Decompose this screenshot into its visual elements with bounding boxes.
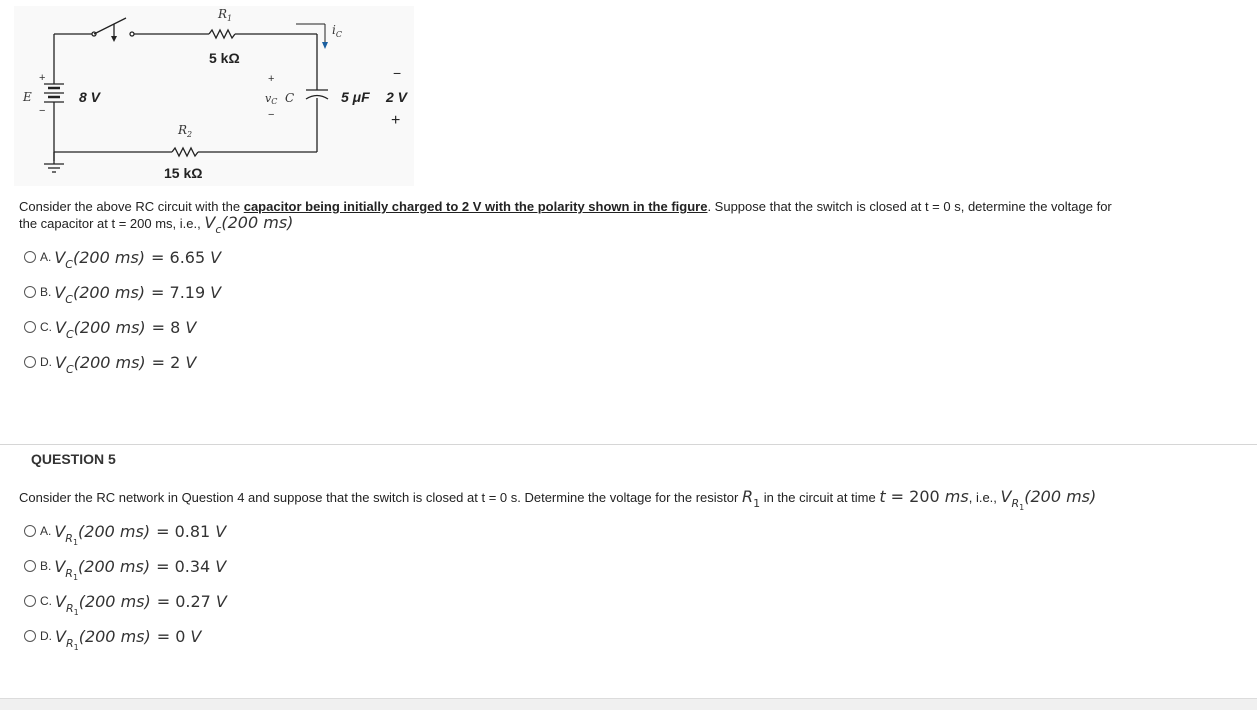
vc-plus-sign: + xyxy=(268,73,275,85)
q5-option-c[interactable] xyxy=(24,590,227,617)
option-expression: $V_{R_1}(200$ ms) xyxy=(55,626,151,652)
q4-option-b[interactable] xyxy=(24,281,222,306)
option-letter: A. xyxy=(40,524,52,538)
option-expression: $V_{R_1}(200$ ms) xyxy=(54,521,151,547)
option-letter: B. xyxy=(40,285,52,299)
option-value: = 7.19 xyxy=(151,282,206,302)
option-letter: C. xyxy=(40,320,52,334)
source-label: E xyxy=(23,90,32,104)
question-5-text-part: in the circuit at time xyxy=(760,490,880,505)
option-value: = 2 xyxy=(151,352,181,372)
q5-option-b[interactable] xyxy=(24,555,227,582)
option-expression: $V_C(200$ ms) xyxy=(54,282,146,306)
option-unit: V xyxy=(210,282,222,302)
question-4-text-part: . Suppose that the switch is closed at t = 0 s, determine the voltage for xyxy=(707,199,1112,214)
source-plus-sign: + xyxy=(39,72,46,84)
option-unit: V xyxy=(215,521,227,541)
time-value: = 200 xyxy=(885,487,945,506)
question-4-expression: $V_c(200$ ms) xyxy=(204,213,294,236)
question-5-text-part: Consider the RC network in Question 4 and suppose that the switch is closed at t = 0 s. Determine the voltage for the resistor xyxy=(19,490,742,505)
option-letter: C. xyxy=(40,594,52,608)
radio-button[interactable] xyxy=(24,560,36,572)
r1-value: 5 kΩ xyxy=(209,50,240,66)
source-minus-sign: − xyxy=(39,105,46,117)
option-unit: V xyxy=(215,556,227,576)
resistor-symbol: $R_1$ xyxy=(741,487,761,510)
option-unit: V xyxy=(215,591,227,611)
question-5-heading: QUESTION 5 xyxy=(31,451,116,467)
option-value: = 0.81 xyxy=(156,521,211,541)
option-value: = 0 xyxy=(156,626,186,646)
question-4-emphasis: capacitor being initially charged to 2 V with the polarity shown in the figure xyxy=(243,199,708,214)
q4-option-d[interactable] xyxy=(24,351,197,376)
option-value: = 0.27 xyxy=(156,591,211,611)
q5-option-d[interactable] xyxy=(24,625,202,652)
option-expression: $V_{R_1}(200$ ms) xyxy=(54,556,151,582)
r2-label: $R_2$ xyxy=(178,123,193,139)
option-expression: $V_C(200$ ms) xyxy=(54,247,146,271)
bottom-scroll-strip xyxy=(0,698,1257,710)
question-divider xyxy=(0,444,1257,445)
radio-button[interactable] xyxy=(24,356,36,368)
radio-button[interactable] xyxy=(24,630,36,642)
option-unit: V xyxy=(210,247,222,267)
time-unit: ms xyxy=(944,487,969,506)
question-4-text-part: Consider the above RC circuit with the xyxy=(19,199,244,214)
r2-value: 15 kΩ xyxy=(164,165,203,181)
option-value: = 8 xyxy=(151,317,181,337)
option-letter: D. xyxy=(40,355,52,369)
question-5-text-part: , i.e., xyxy=(968,490,1001,505)
radio-button[interactable] xyxy=(24,251,36,263)
capacitor-initial-voltage: 2 V xyxy=(386,89,408,105)
vc-label: vC xyxy=(265,92,278,106)
q4-option-c[interactable] xyxy=(24,316,197,341)
rc-circuit-diagram xyxy=(14,6,414,186)
q4-option-a[interactable] xyxy=(24,246,222,271)
option-expression: $V_{R_1}(200$ ms) xyxy=(55,591,151,617)
question-4-text xyxy=(19,199,1112,236)
option-expression: $V_C(200$ ms) xyxy=(55,317,146,341)
capacitor-value: 5 μF xyxy=(341,89,370,105)
question-4-text-line2: the capacitor at t = 200 ms, i.e., xyxy=(19,216,205,231)
option-unit: V xyxy=(190,626,202,646)
radio-button[interactable] xyxy=(24,286,36,298)
question-5-text xyxy=(19,487,1097,512)
vc-minus-sign: − xyxy=(268,109,275,121)
capacitor-plus-sign: + xyxy=(391,112,401,129)
option-expression: $V_C(200$ ms) xyxy=(55,352,146,376)
option-letter: A. xyxy=(40,250,52,264)
source-value: 8 V xyxy=(79,89,101,105)
option-unit: V xyxy=(185,352,197,372)
option-unit: V xyxy=(185,317,197,337)
ic-label: $i_C$ xyxy=(332,23,342,39)
radio-button[interactable] xyxy=(24,595,36,607)
capacitor-minus-sign: − xyxy=(393,65,402,81)
q5-option-a[interactable] xyxy=(24,520,227,547)
option-letter: D. xyxy=(40,629,52,643)
radio-button[interactable] xyxy=(24,525,36,537)
time-symbol: t xyxy=(879,487,886,506)
question-5-expression: $V_{R_1}(200$ ms) xyxy=(1000,487,1097,512)
option-value: = 0.34 xyxy=(156,556,211,576)
option-value: = 6.65 xyxy=(151,247,206,267)
capacitor-label: C xyxy=(285,91,295,105)
switch-contact xyxy=(130,32,134,36)
radio-button[interactable] xyxy=(24,321,36,333)
r1-label: $R_1$ xyxy=(218,7,233,23)
option-letter: B. xyxy=(40,559,52,573)
